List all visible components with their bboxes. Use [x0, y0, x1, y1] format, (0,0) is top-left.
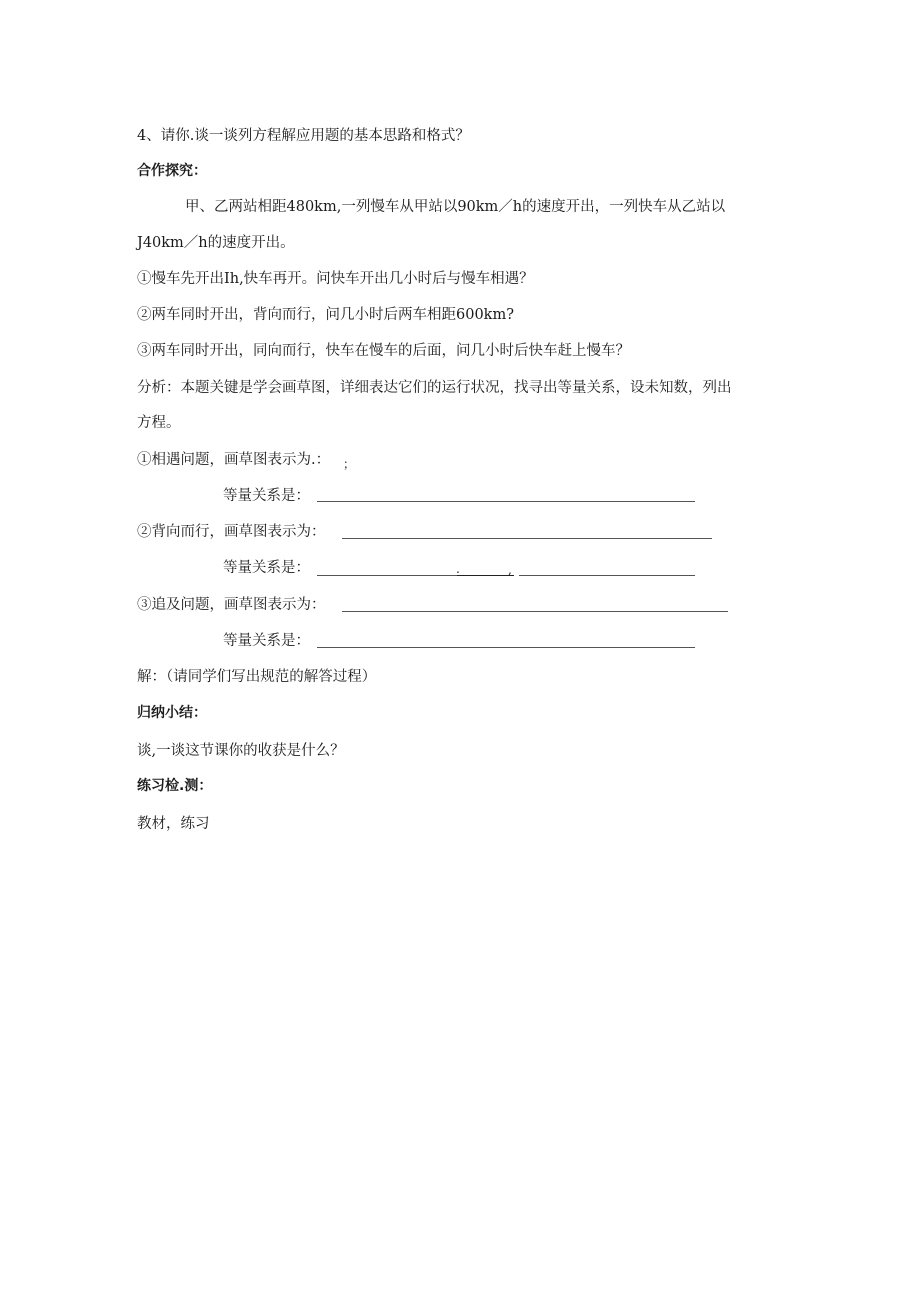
- sub-question-2: ②两车同时开出，背向而行，问几小时后两车相距600km?: [137, 307, 514, 323]
- sketch-mark: ；: [343, 457, 356, 471]
- sketch-label-opposite: ②背向而行，画草图表示为：: [137, 524, 326, 540]
- equation-label-1: 等量关系是：: [223, 488, 310, 504]
- section-heading-cooperative: 合作探究：: [137, 163, 207, 179]
- practice-text: 教材，练习: [137, 816, 210, 832]
- sketch-blank-3[interactable]: [342, 611, 728, 612]
- sub-question-3: ③两车同时开出，同向而行，快车在慢车的后面，问几小时后快车赶上慢车？: [137, 343, 630, 359]
- sketch-label-meeting: ①相遇问题，画草图表示为.：: [137, 452, 331, 468]
- question-4: 4、请你.谈一谈列方程解应用题的基本思路和格式？: [137, 128, 470, 144]
- solution-prompt: 解：（请同学们写出规范的解答过程）: [137, 669, 377, 685]
- sub-question-1: ①慢车先开出Ih,快车再开。问快车开出几小时后与慢车相遇？: [137, 271, 534, 287]
- sketch-blank-2[interactable]: [342, 538, 712, 539]
- analysis-line-2: 方程。: [137, 415, 181, 431]
- equation-blank-2c[interactable]: [519, 575, 695, 576]
- equation-blank-2a[interactable]: [317, 575, 457, 576]
- problem-line-1: 甲、乙两站相距480km,一列慢车从甲站以90km／h的速度开出，一列快车从乙站以: [185, 199, 726, 215]
- equation-blank-2b[interactable]: [457, 575, 514, 576]
- summary-question: 谈,一谈这节课你的收获是什么？: [137, 743, 345, 759]
- equation-mark-a: .: [456, 562, 460, 576]
- problem-line-2: J40km／h的速度开出。: [137, 235, 295, 251]
- equation-label-2: 等量关系是：: [223, 560, 310, 576]
- equation-mark-b: ,: [508, 563, 512, 577]
- section-heading-summary: 归纳小结：: [137, 705, 207, 721]
- sketch-label-chase: ③追及问题，画草图表示为：: [137, 597, 326, 613]
- analysis-line-1: 分析：本题关键是学会画草图，详细表达它们的运行状况，找寻出等量关系，设未知数，列出: [137, 380, 732, 396]
- equation-blank-3[interactable]: [317, 647, 695, 648]
- equation-label-3: 等量关系是：: [223, 633, 310, 649]
- section-heading-practice: 练习检.测：: [137, 778, 213, 794]
- equation-blank-1[interactable]: [317, 501, 695, 502]
